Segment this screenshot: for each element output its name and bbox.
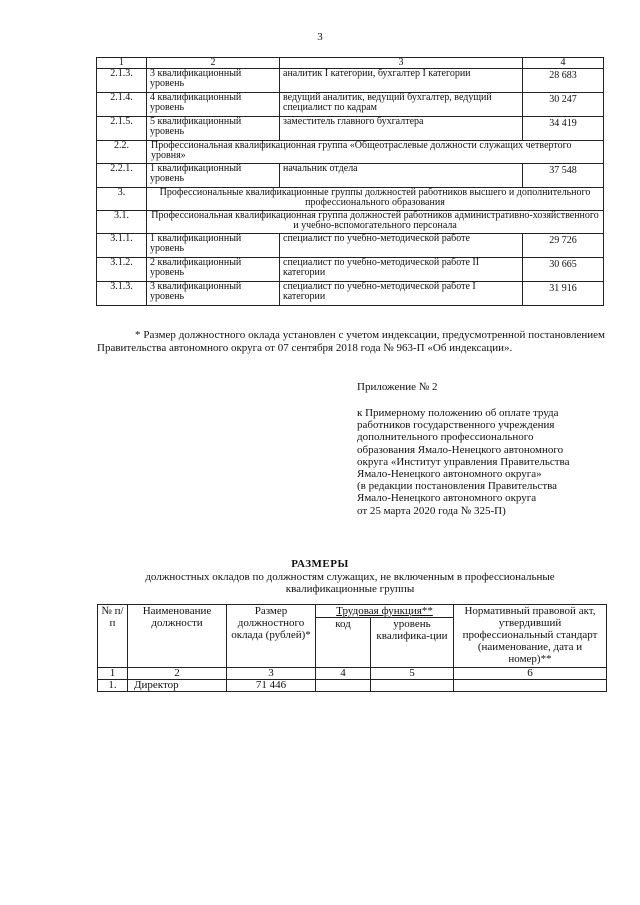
row-positions: заместитель главного бухгалтера: [280, 117, 523, 141]
row-positions: начальник отдела: [280, 164, 523, 188]
header-salary: Размер должностного оклада (рублей)*: [227, 605, 316, 668]
column-number: 2: [128, 668, 227, 680]
appendix-line: от 25 марта 2020 года № 325-П): [357, 504, 506, 517]
row-code: 3.1.1.: [97, 234, 147, 258]
header-qualification-level: уровень квалифика-ции: [371, 618, 454, 668]
header-labor-function: [316, 605, 454, 618]
header-num: № п/п: [98, 605, 128, 668]
group-title: Профессиональная квалификационная группа «Общеотраслевые должности служащих четвертого уровня»: [147, 141, 604, 164]
row-salary: 37 548: [523, 164, 604, 188]
row-code: [316, 680, 371, 692]
row-qualification-level: 5 квалификационный уровень: [147, 117, 280, 141]
appendix-line: к Примерному положению об оплате труда: [357, 407, 559, 419]
row-salary: 28 683: [523, 69, 604, 93]
row-positions: специалист по учебно-методической работе: [280, 234, 523, 258]
table-row: [97, 69, 604, 93]
row-code: 3.1.2.: [97, 258, 147, 282]
header-cell: 3: [280, 58, 523, 69]
row-positions: аналитик I категории, бухгалтер I категории: [280, 69, 523, 93]
table-row: [98, 680, 607, 692]
table-row: [97, 234, 604, 258]
header-code: код: [316, 618, 371, 668]
row-qualification-level: 1 квалификационный уровень: [147, 164, 280, 188]
row-code: 2.1.4.: [97, 93, 147, 117]
row-qualification-level: 2 квалификационный уровень: [147, 258, 280, 282]
header-cell: 1: [97, 58, 147, 69]
header-normative-act: Нормативный правовой акт, утвердивший профессиональный стандарт (наименование, дата и номер)**: [454, 605, 607, 668]
header-cell: 4: [523, 58, 604, 69]
group-row: [97, 141, 604, 164]
row-salary: 31 916: [523, 282, 604, 306]
appendix-line: работников государственного учреждения: [357, 419, 555, 432]
row-code: 2.2.1.: [97, 164, 147, 188]
group-code: 2.2.: [97, 141, 147, 164]
appendix-line: Ямало-Ненецкого автономного округа: [357, 492, 537, 505]
row-salary: 34 419: [523, 117, 604, 141]
row-salary: 30 665: [523, 258, 604, 282]
group-code: 3.1.: [97, 211, 147, 234]
table-row: [97, 164, 604, 188]
row-num: 1.: [98, 680, 128, 692]
table-row: [97, 93, 604, 117]
row-qualification-level: [371, 680, 454, 692]
appendix-line: образования Ямало-Ненецкого автономного: [357, 443, 564, 456]
appendix-reference: [357, 407, 607, 517]
column-number: 6: [454, 668, 607, 680]
document-heading: РАЗМЕРЫ: [291, 558, 349, 570]
document-subheading: должностных окладов по должностям служащих, не включенным в профессиональные квалификационные группы: [145, 571, 555, 595]
appendix-line: дополнительного профессионального: [357, 431, 534, 444]
table-row: [97, 282, 604, 306]
row-positions: специалист по учебно-методической работе II категории: [280, 258, 523, 282]
group-row: [97, 188, 604, 211]
row-qualification-level: 3 квалификационный уровень: [147, 69, 280, 93]
row-normative-act: [454, 680, 607, 692]
row-positions: ведущий аналитик, ведущий бухгалтер, ведущий специалист по кадрам: [280, 93, 523, 117]
row-qualification-level: 4 квалификационный уровень: [147, 93, 280, 117]
row-position-name: Директор: [128, 680, 227, 692]
salary-table-qualification-groups: [96, 57, 604, 306]
row-qualification-level: 3 квалификационный уровень: [147, 282, 280, 306]
column-number: 5: [371, 668, 454, 680]
column-number: 3: [227, 668, 316, 680]
row-code: 2.1.5.: [97, 117, 147, 141]
column-number: 4: [316, 668, 371, 680]
appendix-line: Ямало-Ненецкого автономного округа»: [357, 468, 542, 481]
table-row: [97, 117, 604, 141]
header-position-name: Наименование должности: [128, 605, 227, 668]
table-header-row: [97, 58, 604, 69]
header-labor-function-label: Трудовая функция**: [336, 605, 433, 617]
row-qualification-level: 1 квалификационный уровень: [147, 234, 280, 258]
page-number: 3: [317, 31, 323, 43]
appendix-line: (в редакции постановления Правительства: [357, 480, 558, 493]
row-code: 2.1.3.: [97, 69, 147, 93]
group-row: [97, 211, 604, 234]
row-positions: специалист по учебно-методической работе I категории: [280, 282, 523, 306]
group-title: Профессиональные квалификационные группы должностей работников высшего и дополнительного профессионального образования: [147, 188, 604, 211]
appendix-title: Приложение № 2: [357, 381, 438, 393]
row-salary: 30 247: [523, 93, 604, 117]
row-salary: 29 726: [523, 234, 604, 258]
row-code: 3.1.3.: [97, 282, 147, 306]
header-cell: 2: [147, 58, 280, 69]
group-code: 3.: [97, 188, 147, 211]
footnote-indexation: * Размер должностного оклада установлен с учетом индексации, предусмотренной постановлением Правительства автономного округа от 07 сентября 2018 года № 963-П «Об индексации».: [97, 329, 605, 354]
row-salary: 71 446: [227, 680, 316, 692]
group-title: Профессиональная квалификационная группа должностей работников административно-хозяйственного и учебно-вспомогательного персонала: [147, 211, 604, 234]
appendix-line: округа «Институт управления Правительства: [357, 455, 570, 468]
table-header-row: [98, 605, 607, 618]
salary-table-other-positions: [97, 604, 607, 692]
column-number: 1: [98, 668, 128, 680]
table-row: [97, 258, 604, 282]
column-number-row: [98, 668, 607, 680]
